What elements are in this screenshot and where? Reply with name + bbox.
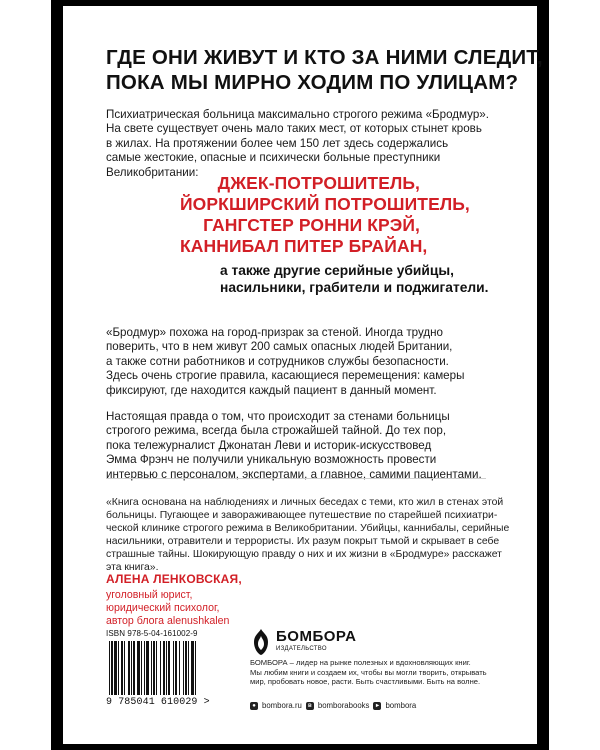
barcode-bar — [183, 641, 184, 695]
barcode-bar — [133, 641, 135, 695]
publisher-logo-subtitle: ИЗДАТЕЛЬСТВО — [276, 646, 327, 652]
barcode-bar — [185, 641, 187, 695]
criminal-name: КАННИБАЛ ПИТЕР БРАЙАН, — [180, 236, 428, 256]
text-line: «Книга основана на наблюдениях и личных беседах с теми, кто жил в стенах этой — [106, 497, 504, 508]
barcode-digits: 9 785041 610029 > — [106, 697, 210, 708]
barcode-bar — [179, 641, 180, 695]
barcode-bar — [166, 641, 167, 695]
text-line: мир, пробовать новое, расти. Быть счастливыми. Быть на волне. — [250, 677, 481, 686]
text-line: насильники, отравители и террористы. Их разум покрыт тьмой и скрывает в себе — [106, 536, 500, 547]
text-line: Эмма Фрэнч не получили уникальную возможность провести — [106, 453, 437, 467]
text-line: насильники, грабители и поджигатели. — [220, 280, 489, 295]
barcode-bar — [131, 641, 132, 695]
text-line: самые жестокие, опасные и психически больные преступники — [106, 151, 441, 165]
criminal-name: ЙОРКШИРСКИЙ ПОТРОШИТЕЛЬ, — [180, 194, 470, 214]
barcode-bar — [141, 641, 142, 695]
text-line: На свете существует очень мало таких мест, от которых стынет кровь — [106, 122, 482, 136]
headline-line: ГДЕ ОНИ ЖИВУТ И КТО ЗА НИМИ СЛЕДИТ, — [106, 46, 543, 69]
text-line: «Бродмур» похожа на город-призрак за стеной. Иногда трудно — [106, 326, 443, 339]
barcode-icon — [106, 641, 236, 697]
quote-author-title: юридический психолог, — [106, 602, 220, 614]
headline-line: ПОКА МЫ МИРНО ХОДИМ ПО УЛИЦАМ? — [106, 71, 519, 94]
text-line: больницы. Пугающее и завораживающее путешествие по старейшей психиатри- — [106, 510, 498, 521]
barcode-bar — [124, 641, 125, 695]
barcode-bar — [118, 641, 119, 695]
barcode-bar — [195, 641, 196, 695]
text-line: в жилах. На протяжении более чем 150 лет здесь содержались — [106, 136, 449, 150]
text-line: а также другие серийные убийцы, — [220, 263, 454, 278]
barcode-bar — [128, 641, 130, 695]
barcode-bar — [168, 641, 170, 695]
barcode-bar — [160, 641, 161, 695]
review-quote — [106, 496, 510, 574]
telegram-icon: ▸ — [373, 702, 381, 710]
headline — [106, 45, 543, 95]
publisher-description — [250, 658, 490, 687]
text-line: интервью с персоналом, экспертами, а главное, самими пациентами. — [106, 467, 482, 481]
text-line: пока тележурналист Джонатан Леви и историк-искусствовед — [106, 438, 432, 452]
paragraph-broadmoor — [106, 326, 486, 398]
barcode-bar — [163, 641, 165, 695]
text-line: строгого режима, всегда была строжайшей тайной. До тех пор, — [106, 424, 447, 438]
barcode-bar — [146, 641, 149, 695]
social-link[interactable]: bombora.ru — [262, 701, 302, 710]
social-link[interactable]: bombora — [385, 701, 417, 710]
divider — [106, 478, 486, 479]
text-line: Здесь очень строгие правила, касающиеся перемещения: камеры — [106, 369, 465, 383]
text-line: эта книга». — [106, 562, 159, 573]
text-line: ческой клинике строгого режима в Великобритании. Убийцы, каннибалы, серийные — [106, 523, 510, 534]
text-line: Великобритании: — [106, 165, 199, 179]
paragraph-truth — [106, 410, 486, 482]
quote-author-name: АЛЕНА ЛЕНКОВСКАЯ, — [106, 572, 242, 586]
barcode-bar — [114, 641, 117, 695]
barcode-bar — [121, 641, 123, 695]
isbn-label: ISBN 978-5-04-161002-9 — [106, 629, 198, 638]
barcode-bar — [111, 641, 113, 695]
text-line: БОМБОРА – лидер на рынке полезных и вдохновляющих книг. — [250, 658, 471, 667]
globe-icon: ● — [250, 702, 258, 710]
social-link[interactable]: bomborabooks — [317, 701, 370, 710]
barcode-bar — [137, 641, 140, 695]
publisher-logo-text: БОМБОРА — [276, 628, 357, 645]
text-line: а также сотни работников и сотрудников службы безопасности. — [106, 354, 449, 368]
quote-author-title: уголовный юрист, — [106, 589, 193, 601]
vk-icon: в — [306, 702, 314, 710]
criminal-names-list — [180, 173, 470, 257]
publisher-socials — [250, 701, 416, 710]
text-line: Настоящая правда о том, что происходит за стенами больницы — [106, 410, 450, 423]
barcode-bar — [144, 641, 145, 695]
barcode-bar — [191, 641, 194, 695]
text-line: Психиатрическая больница максимально строгого режима «Бродмур». — [106, 108, 489, 121]
text-line: страшные тайны. Шокирующую правду о них и их жизни в «Бродмуре» расскажет — [106, 549, 502, 560]
bombora-logo-icon — [250, 628, 272, 656]
barcode-bar — [109, 641, 110, 695]
criminal-name: ГАНГСТЕР РОННИ КРЭЙ, — [203, 215, 420, 235]
criminal-name: ДЖЕК-ПОТРОШИТЕЛЬ, — [217, 173, 420, 193]
intro-paragraph — [106, 108, 489, 180]
other-criminals — [220, 262, 489, 296]
barcode-bar — [173, 641, 174, 695]
quote-author-title: автор блога alenushkalen — [106, 615, 230, 627]
barcode-bar — [175, 641, 177, 695]
text-line: Мы любим книги и создаем их, чтобы вы могли творить, открывать — [250, 667, 487, 677]
barcode-bar — [156, 641, 157, 695]
text-line: поверить, что в нем живут 200 самых опасных людей Британии, — [106, 340, 453, 354]
barcode-bar — [188, 641, 189, 695]
barcode-bar — [153, 641, 155, 695]
barcode-bar — [151, 641, 152, 695]
text-line: фиксируют, где находится каждый пациент в данный момент. — [106, 383, 437, 397]
